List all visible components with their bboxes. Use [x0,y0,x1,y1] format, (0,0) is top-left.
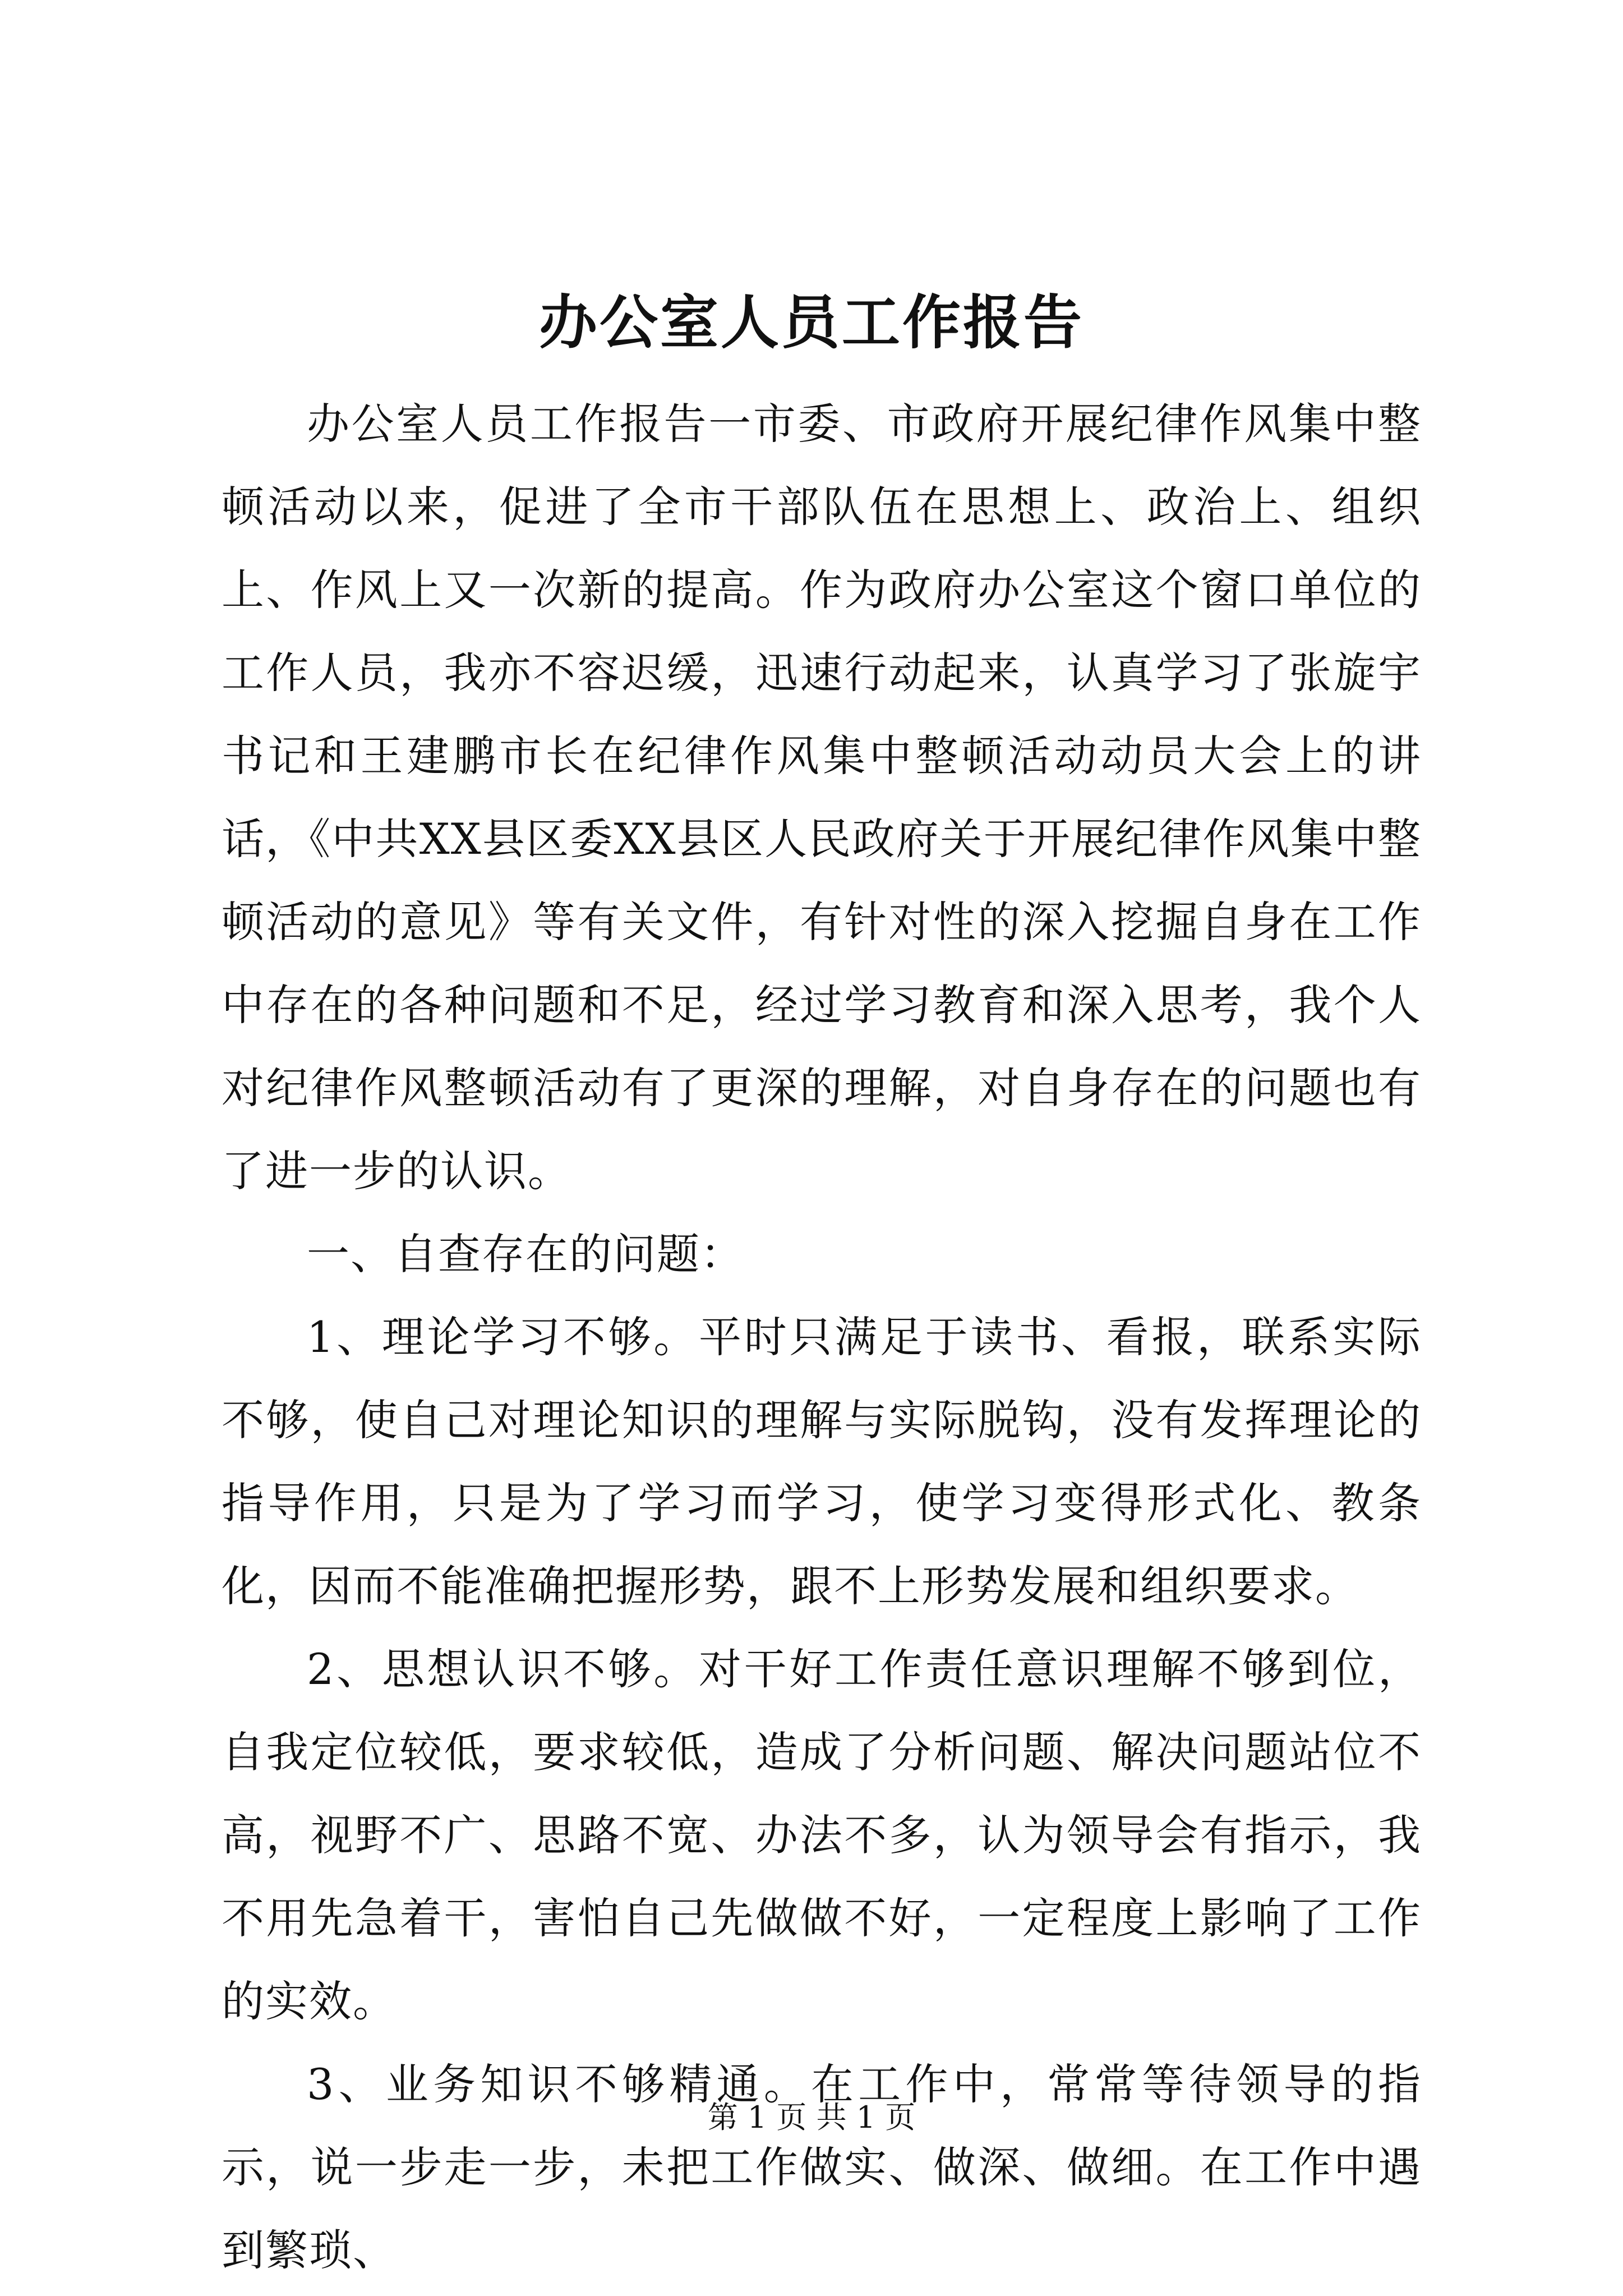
paragraph-item-3: 3、业务知识不够精通。在工作中，常常等待领导的指示，说一步走一步，未把工作做实、做深、做细。在工作中遇到繁琐、 [222,2059,1422,2275]
paragraph-intro: 办公室人员工作报告一市委、市政府开展纪律作风集中整顿活动以来，促进了全市干部队伍在思想上、政治上、组织上、作风上又一次新的提高。作为政府办公室这个窗口单位的工作人员，我亦不容迟缓，迅速行动起来，认真学习了张旋宇书记和王建鹏市长在纪律作风集中整顿活动动员大会上的讲话，《中共XX县区委XX县区人民政府关于开展纪律作风集中整顿活动的意见》等有关文件，有针对性的深入挖掘自身在工作中存在的各种问题和不足，经过学习教育和深入思考，我个人对纪律作风整顿活动有了更深的理解，对自身存在的问题也有了进一步的认识。 [222,399,1422,1196]
document-body [222,383,1422,2292]
document-title: 办公室人员工作报告 [538,288,1084,357]
section-heading-self-check: 一、自查存在的问题： [307,1229,744,1279]
paragraph-item-2: 2、思想认识不够。对干好工作责任意识理解不够到位，自我定位较低，要求较低，造成了分析问题、解决问题站位不高，视野不广、思路不宽、办法不多，认为领导会有指示，我不用先急着干，害怕自己先做做不好，一定程度上影响了工作的实效。 [222,1644,1422,2026]
paragraph-item-1: 1、理论学习不够。平时只满足于读书、看报，联系实际不够，使自己对理论知识的理解与实际脱钩，没有发挥理论的指导作用，只是为了学习而学习，使学习变得形式化、教条化，因而不能准确把握形势，跟不上形势发展和组织要求。 [222,1312,1422,1611]
page-footer: 第 1 页 共 1 页 [707,2100,916,2135]
